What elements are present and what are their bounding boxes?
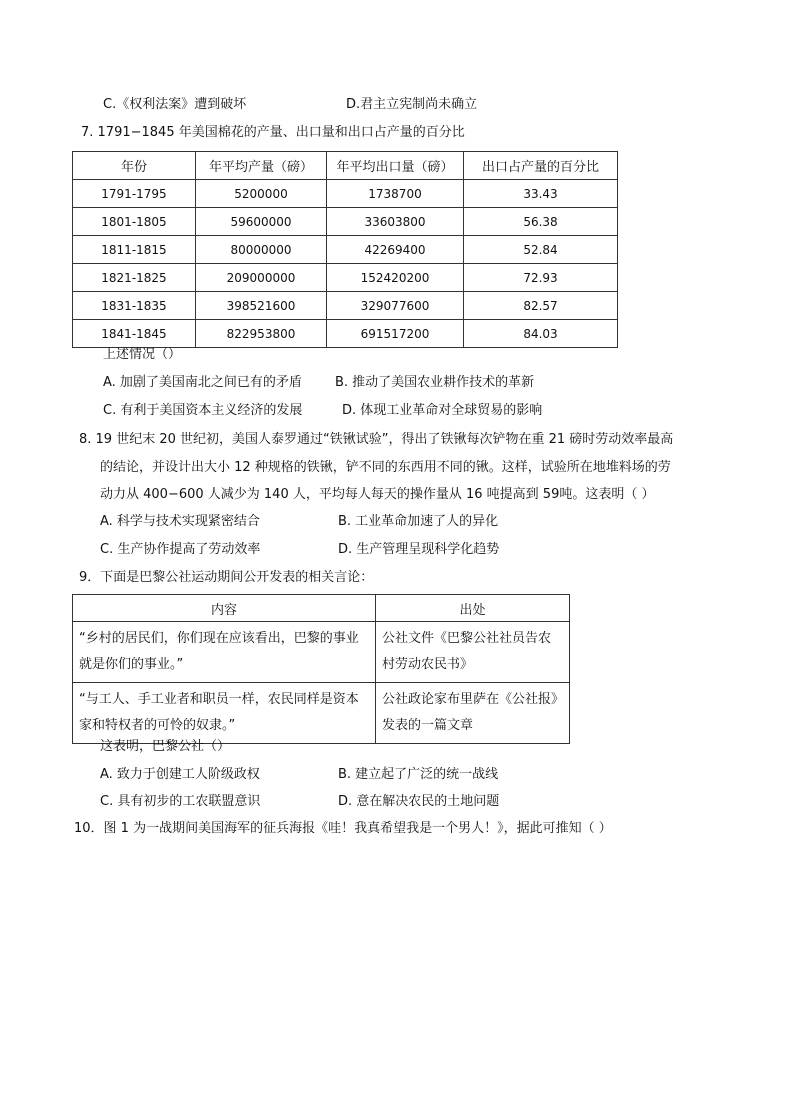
header-source: 出处	[376, 595, 570, 622]
q9-option-d: D. 意在解决农民的土地问题	[338, 794, 500, 809]
cell-year: 1841-1845	[73, 320, 196, 348]
header-year: 年份	[73, 152, 196, 180]
cell-percentage: 56.38	[464, 208, 618, 236]
q7-option-d: D. 体现工业革命对全球贸易的影响	[342, 403, 543, 418]
cell-production: 5200000	[196, 180, 327, 208]
q7-title: 7. 1791−1845 年美国棉花的产量、出口量和出口占产量的百分比	[81, 125, 465, 140]
q8-line-1: 8. 19 世纪末 20 世纪初，美国人泰罗通过“铁锹试验”，得出了铁锹每次铲物在重 21 磅时劳动效率最高	[79, 432, 674, 447]
table-row	[73, 292, 618, 320]
q8-option-c: C. 生产协作提高了劳动效率	[100, 542, 261, 557]
q8-option-d: D. 生产管理呈现科学化趋势	[338, 542, 500, 557]
cell-percentage: 52.84	[464, 236, 618, 264]
cell-production: 822953800	[196, 320, 327, 348]
cell-production: 398521600	[196, 292, 327, 320]
header-production: 年平均产量（磅）	[196, 152, 327, 180]
table-header-row	[73, 595, 570, 622]
header-content: 内容	[73, 595, 376, 622]
cell-production: 80000000	[196, 236, 327, 264]
cell-year: 1831-1835	[73, 292, 196, 320]
cell-year: 1801-1805	[73, 208, 196, 236]
cell-year: 1791-1795	[73, 180, 196, 208]
table-row	[73, 264, 618, 292]
q9-option-a: A. 致力于创建工人阶级政权	[100, 767, 260, 782]
cell-percentage: 72.93	[464, 264, 618, 292]
cell-percentage: 84.03	[464, 320, 618, 348]
cell-export: 329077600	[327, 292, 464, 320]
cell-content: “乡村的居民们，你们现在应该看出，巴黎的事业就是你们的事业。”	[73, 622, 376, 683]
cell-export: 691517200	[327, 320, 464, 348]
cell-export: 1738700	[327, 180, 464, 208]
table-row	[73, 180, 618, 208]
cell-export: 33603800	[327, 208, 464, 236]
q8-line-2: 的结论，并设计出大小 12 种规格的铁锹，铲不同的东西用不同的锹。这样，试验所在地堆料场的劳	[100, 460, 671, 475]
q9-option-c: C. 具有初步的工农联盟意识	[100, 794, 261, 809]
cell-year: 1821-1825	[73, 264, 196, 292]
q8-option-a: A. 科学与技术实现紧密结合	[100, 514, 260, 529]
table-row	[73, 236, 618, 264]
header-percentage: 出口占产量的百分比	[464, 152, 618, 180]
cell-export: 42269400	[327, 236, 464, 264]
cell-production: 59600000	[196, 208, 327, 236]
q9-option-b: B. 建立起了广泛的统一战线	[338, 767, 499, 782]
q6-option-d: D.君主立宪制尚未确立	[346, 97, 478, 112]
q8-option-b: B. 工业革命加速了人的异化	[338, 514, 499, 529]
q10-line-1: 10．图 1 为一战期间美国海军的征兵海报《哇！我真希望我是一个男人！》，据此可推知（ ）	[74, 821, 612, 836]
cell-source: 公社政论家布里萨在《公社报》发表的一篇文章	[376, 683, 570, 744]
paris-commune-table	[72, 594, 570, 744]
q7-option-b: B. 推动了美国农业耕作技术的革新	[335, 375, 535, 390]
table-row	[73, 622, 570, 683]
q6-option-c: C.《权利法案》遭到破坏	[103, 97, 247, 112]
cell-production: 209000000	[196, 264, 327, 292]
cell-content: “与工人、手工业者和职员一样，农民同样是资本家和特权者的可怜的奴隶。”	[73, 683, 376, 744]
q7-stem: 上述情况（）	[103, 347, 182, 362]
q7-option-c: C. 有利于美国资本主义经济的发展	[103, 403, 303, 418]
q8-line-3: 动力从 400−600 人减少为 140 人，平均每人每天的操作量从 16 吨提高到 59吨。这表明（ ）	[100, 487, 655, 502]
q9-stem: 这表明，巴黎公社（）	[100, 739, 231, 754]
cell-source: 公社文件《巴黎公社社员告农村劳动农民书》	[376, 622, 570, 683]
table-row	[73, 320, 618, 348]
cell-export: 152420200	[327, 264, 464, 292]
cell-year: 1811-1815	[73, 236, 196, 264]
cell-percentage: 82.57	[464, 292, 618, 320]
q9-title: 9．下面是巴黎公社运动期间公开发表的相关言论：	[79, 570, 374, 585]
cotton-table	[72, 151, 618, 348]
table-row	[73, 208, 618, 236]
q7-option-a: A. 加剧了美国南北之间已有的矛盾	[103, 375, 302, 390]
table-row	[73, 683, 570, 744]
table-header-row	[73, 152, 618, 180]
header-export: 年平均出口量（磅）	[327, 152, 464, 180]
cell-percentage: 33.43	[464, 180, 618, 208]
